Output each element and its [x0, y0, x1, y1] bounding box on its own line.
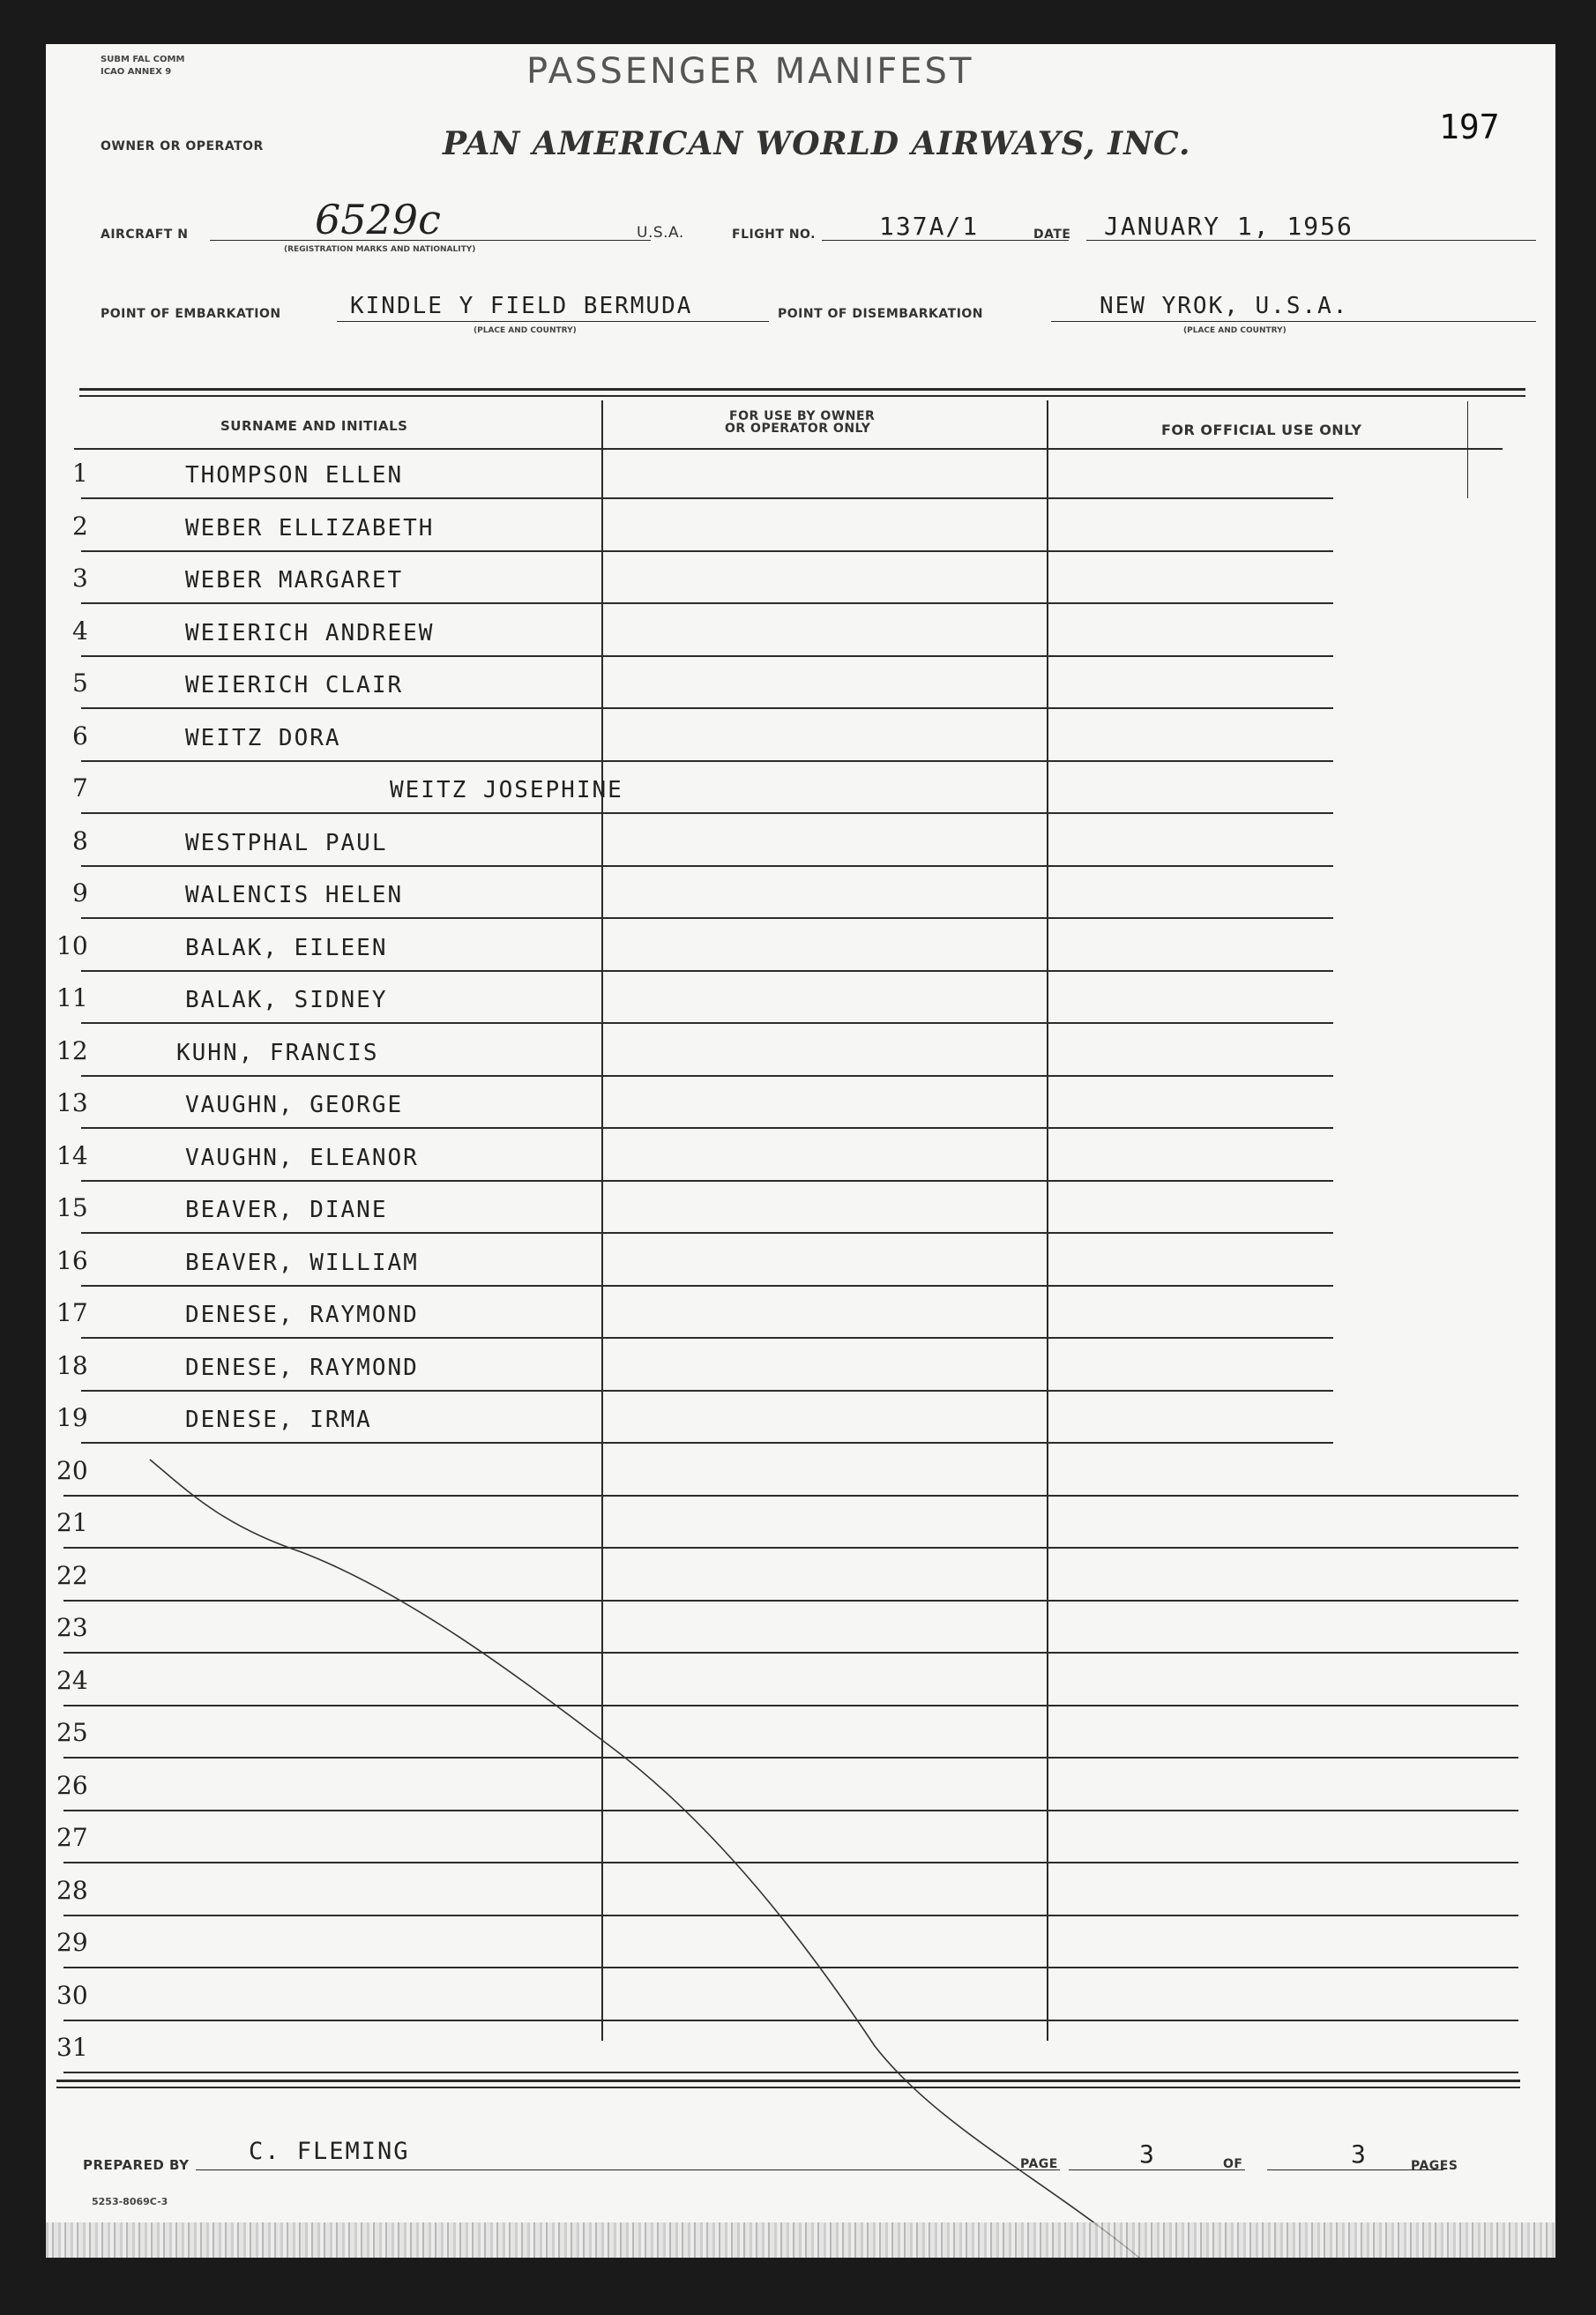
- passenger-name: WEBER ELLIZABETH: [185, 514, 435, 541]
- row-number: 3: [72, 564, 88, 593]
- row-number: 12: [56, 1035, 88, 1065]
- aircraft-value: 6529c: [315, 196, 441, 243]
- form-number: 5253-8069C-3: [92, 2196, 168, 2207]
- row-number: 22: [56, 1560, 88, 1590]
- disembark-value: NEW YROK, U.S.A.: [1100, 293, 1349, 319]
- page-number: 197: [1439, 108, 1500, 146]
- embark-sublabel: (PLACE AND COUNTRY): [474, 326, 577, 335]
- disembark-sublabel: (PLACE AND COUNTRY): [1183, 326, 1286, 335]
- row-number: 7: [72, 773, 88, 803]
- row-number: 6: [72, 721, 88, 751]
- row-number: 31: [56, 2033, 88, 2062]
- row-number: 5: [72, 668, 88, 698]
- embark-label: POINT OF EMBARKATION: [101, 307, 281, 321]
- row-number: 24: [56, 1665, 88, 1695]
- row-number: 2: [72, 511, 88, 541]
- row-number: 26: [56, 1770, 88, 1800]
- row-number: 28: [56, 1875, 88, 1905]
- date-label: DATE: [1033, 228, 1071, 242]
- row-number: 13: [56, 1088, 88, 1117]
- of-label: OF: [1223, 2157, 1243, 2171]
- owner-value: PAN AMERICAN WORLD AIRWAYS, INC.: [443, 125, 1191, 162]
- passenger-name: WEITZ JOSEPHINE: [390, 777, 623, 803]
- disembark-label: POINT OF DISEMBARKATION: [778, 307, 984, 321]
- passenger-name: DENESE, IRMA: [185, 1407, 372, 1433]
- row-number: 11: [56, 983, 88, 1012]
- passenger-name: DENESE, RAYMOND: [185, 1354, 419, 1381]
- column-header-owner-line2: OR OPERATOR ONLY: [725, 422, 871, 436]
- document-title: PASSENGER MANIFEST: [526, 51, 974, 92]
- passenger-name: THOMPSON ELLEN: [185, 462, 404, 489]
- aircraft-sublabel: (REGISTRATION MARKS AND NATIONALITY): [284, 245, 476, 254]
- passenger-name: BALAK, SIDNEY: [185, 987, 388, 1013]
- usa-label: U.S.A.: [637, 224, 684, 242]
- date-value: JANUARY 1, 1956: [1104, 212, 1354, 241]
- column-header-owner-line1: FOR USE BY OWNER: [729, 409, 876, 423]
- passenger-name: VAUGHN, GEORGE: [185, 1092, 404, 1118]
- passenger-name: VAUGHN, ELEANOR: [185, 1144, 419, 1171]
- passenger-name: WEIERICH ANDREEW: [185, 619, 435, 646]
- flight-label: FLIGHT NO.: [732, 228, 816, 242]
- passenger-name: DENESE, RAYMOND: [185, 1302, 419, 1328]
- row-number: 27: [56, 1823, 88, 1852]
- row-number: 25: [56, 1718, 88, 1747]
- row-number: 15: [56, 1193, 88, 1222]
- column-header-official: FOR OFFICIAL USE ONLY: [1161, 422, 1362, 438]
- row-number: 19: [56, 1403, 88, 1432]
- pages-label: PAGES: [1411, 2159, 1458, 2173]
- embark-value: KINDLE Y FIELD BERMUDA: [350, 293, 693, 319]
- row-number: 23: [56, 1613, 88, 1642]
- scan-noise-band: [46, 2222, 1555, 2258]
- passenger-name: WEITZ DORA: [185, 724, 341, 751]
- passenger-name: WALENCIS HELEN: [185, 882, 404, 908]
- row-number: 20: [56, 1455, 88, 1485]
- row-number: 18: [56, 1350, 88, 1380]
- of-value: 3: [1351, 2140, 1368, 2169]
- row-number: 21: [56, 1508, 88, 1537]
- passenger-name: BALAK, EILEEN: [185, 934, 388, 961]
- row-number: 8: [72, 825, 88, 855]
- page-label: PAGE: [1020, 2157, 1058, 2171]
- row-number: 4: [72, 616, 88, 646]
- row-number: 14: [56, 1140, 88, 1170]
- row-number: 29: [56, 1928, 88, 1957]
- row-number: 10: [56, 930, 88, 960]
- row-number: 9: [72, 878, 88, 907]
- passenger-name: WEBER MARGARET: [185, 567, 404, 594]
- stamp-line-1: SUBM FAL COMM: [101, 55, 185, 64]
- aircraft-label: AIRCRAFT N: [101, 228, 189, 242]
- column-header-surname: SURNAME AND INITIALS: [220, 418, 408, 434]
- row-number: 30: [56, 1980, 88, 2010]
- passenger-name: KUHN, FRANCIS: [176, 1039, 379, 1066]
- row-number: 16: [56, 1245, 88, 1275]
- owner-label: OWNER OR OPERATOR: [101, 139, 264, 153]
- stamp-line-2: ICAO ANNEX 9: [101, 67, 172, 77]
- passenger-name: BEAVER, DIANE: [185, 1197, 388, 1223]
- prepared-by-value: C. FLEMING: [249, 2138, 410, 2165]
- diagonal-cancel-line: [46, 44, 1555, 2258]
- row-number: 17: [56, 1298, 88, 1327]
- passenger-name: BEAVER, WILLIAM: [185, 1249, 419, 1276]
- page-value: 3: [1139, 2140, 1156, 2169]
- passenger-name: WEIERICH CLAIR: [185, 672, 404, 698]
- manifest-sheet: [46, 44, 1555, 2258]
- passenger-name: WESTPHAL PAUL: [185, 829, 388, 856]
- row-number: 1: [72, 459, 88, 488]
- flight-value: 137A/1: [879, 212, 980, 241]
- prepared-by-label: PREPARED BY: [83, 2157, 190, 2173]
